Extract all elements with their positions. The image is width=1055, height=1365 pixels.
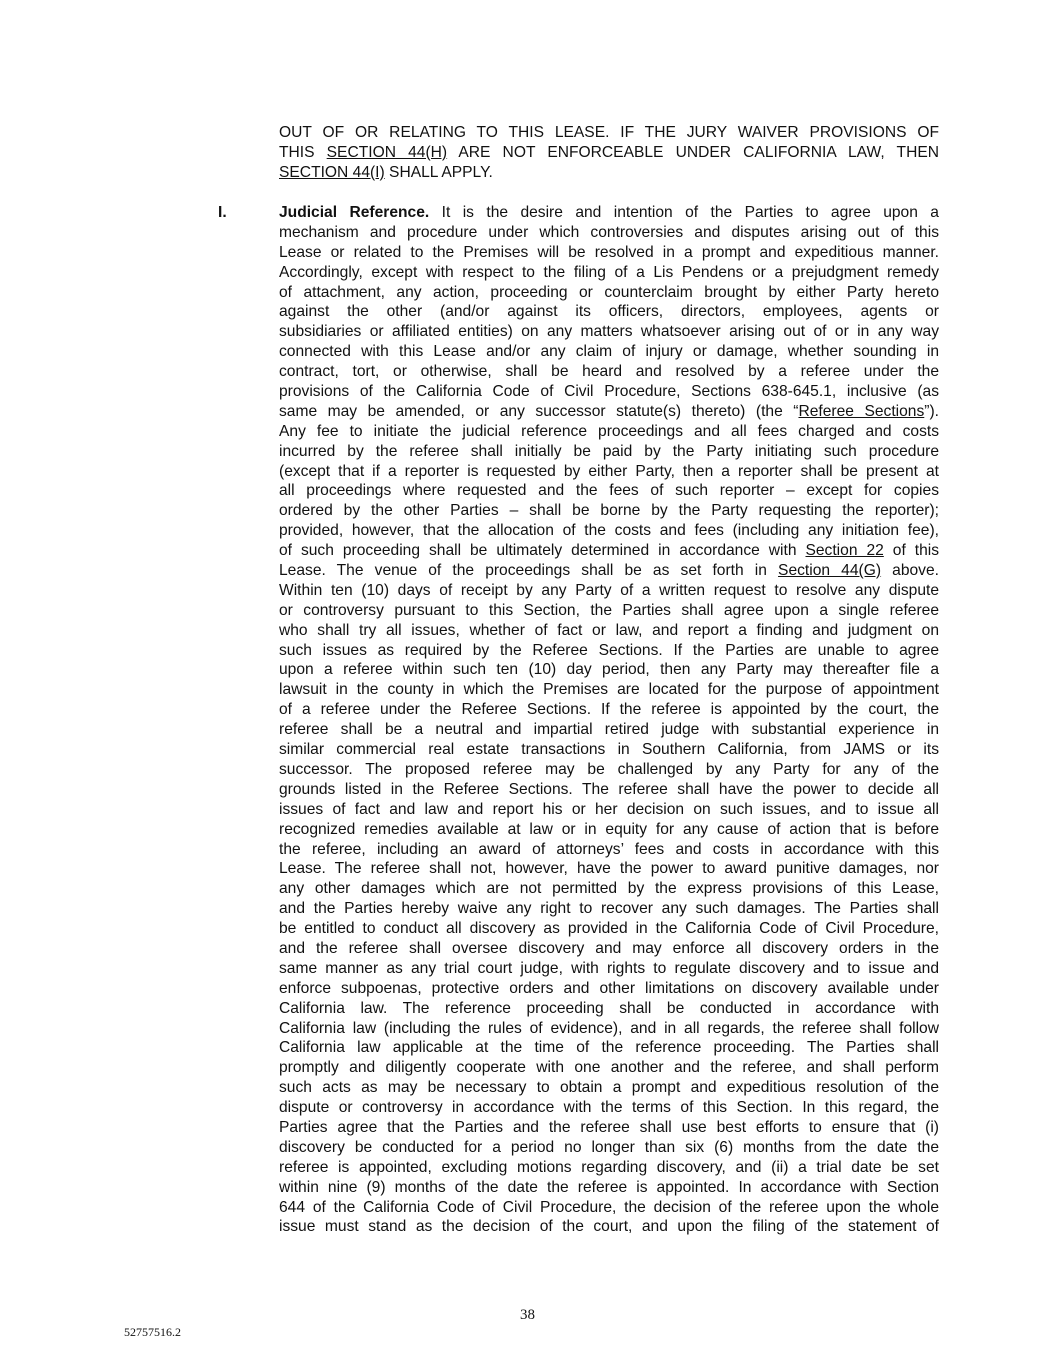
- text-line: lawsuit in the county in which the Premises are located for the purpose of appointment: [279, 681, 939, 699]
- text-line: Lease. The referee shall not, however, have the power to award punitive damages, nor: [279, 860, 939, 878]
- text-line: provisions of the California Code of Civil Procedure, Sections 638-645.1, inclusive (as: [279, 383, 939, 401]
- text-line: referee shall be a neutral and impartial retired judge with substantial experience in: [279, 721, 939, 739]
- text-line: all proceedings where requested and the fees of such reporter – except for copies: [279, 482, 939, 500]
- text-line: California law applicable at the time of the reference proceeding. The Parties shall: [279, 1039, 939, 1057]
- text-line: promptly and diligently cooperate with one another and the referee, and shall perform: [279, 1059, 939, 1077]
- text-line: provided, however, that the allocation of the costs and fees (including any initiation fee),: [279, 522, 939, 540]
- text-line: within nine (9) months of the date the referee is appointed. In accordance with Section: [279, 1178, 939, 1196]
- text-line: of a referee under the Referee Sections. If the referee is appointed by the court, the: [279, 701, 939, 719]
- text-run: Lease. The venue of the proceedings shall be as set forth in: [279, 562, 779, 580]
- text-line: such acts as may be necessary to obtain a prompt and expeditious resolution of the: [279, 1079, 939, 1097]
- text-run: same may be amended, or any successor statute(s) thereto) (the “: [279, 402, 799, 420]
- text-run: SHALL APPLY.: [384, 163, 493, 181]
- text-line: any other damages which are not permitted by the express provisions of this Lease,: [279, 880, 939, 898]
- judicial-reference-paragraph: [279, 203, 939, 1237]
- referee-sections-term: Referee Sections: [798, 402, 925, 420]
- text-line: Lease or related to the Premises will be resolved in a prompt and expeditious manner.: [279, 243, 939, 261]
- text-run: of such proceeding shall be ultimately determined in accordance with: [279, 542, 806, 560]
- section-44h-reference: SECTION 44(H): [326, 143, 448, 161]
- text-line: referee is appointed, excluding motions regarding discovery, and (ii) a trial date be set: [279, 1158, 939, 1176]
- text-line: grounds listed in the Referee Sections. The referee shall have the power to decide all: [279, 780, 939, 798]
- text-run: ”).: [924, 402, 939, 420]
- text-run: above.: [881, 562, 939, 580]
- text-line: 644 of the California Code of Civil Procedure, the decision of the referee upon the whole: [279, 1198, 939, 1216]
- text-line: and the Parties hereby waive any right to recover any such damages. The Parties shall: [279, 900, 939, 918]
- text-line: mechanism and procedure under which controversies and disputes arising out of this: [279, 223, 939, 241]
- text-line: same manner as any trial court judge, with rights to regulate discovery and to issue and: [279, 959, 939, 977]
- text-line: ordered by the other Parties – shall be borne by the Party requesting the reporter);: [279, 502, 939, 520]
- text-run: THIS: [279, 143, 327, 161]
- text-line: [279, 163, 939, 183]
- text-line: successor. The proposed referee may be challenged by any Party for any of the: [279, 760, 939, 778]
- text-line: Parties agree that the Parties and the referee shall use best efforts to ensure that (i): [279, 1118, 939, 1136]
- text-line: such issues as required by the Referee Sections. If the Parties are unable to agree: [279, 641, 939, 659]
- text-line: (except that if a reporter is requested by either Party, then a reporter shall be present at: [279, 462, 939, 480]
- text-run: ARE NOT ENFORCEABLE UNDER CALIFORNIA LAW, THEN: [447, 143, 939, 161]
- text-line: contract, tort, or otherwise, shall be heard and resolved by a referee under the: [279, 363, 939, 381]
- text-line: Any fee to initiate the judicial reference proceedings and all fees charged and costs: [279, 422, 939, 440]
- text-line: against the other (and/or against its officers, directors, employees, agents or: [279, 303, 939, 321]
- text-line: Within ten (10) days of receipt by any Party of a written request to resolve any dispute: [279, 581, 939, 599]
- text-line: issues of fact and law and report his or her decision on such issues, and to issue all: [279, 800, 939, 818]
- text-line: Accordingly, except with respect to the filing of a Lis Pendens or a prejudgment remedy: [279, 263, 939, 281]
- section-letter: I.: [218, 204, 227, 221]
- text-line: [279, 143, 939, 163]
- text-line: [279, 203, 939, 223]
- text-line: California law. The reference proceeding shall be conducted in accordance with: [279, 999, 939, 1017]
- document-id: 52757516.2: [124, 1325, 181, 1339]
- text-line: [279, 561, 939, 581]
- continuation-paragraph: [279, 123, 939, 183]
- text-line: California law (including the rules of evidence), and in all regards, the referee shall follow: [279, 1019, 939, 1037]
- text-line: subsidiaries or affiliated entities) on any matters whatsoever arising out of or in any way: [279, 323, 939, 341]
- text-line: issue must stand as the decision of the court, and upon the filing of the statement of: [279, 1218, 939, 1236]
- text-line: OUT OF OR RELATING TO THIS LEASE. IF THE JURY WAIVER PROVISIONS OF: [279, 124, 939, 141]
- text-line: upon a referee within such ten (10) day period, then any Party may thereafter file a: [279, 661, 939, 679]
- text-run: It is the desire and intention of the Parties to agree upon a: [429, 204, 939, 221]
- section-44i-reference: SECTION 44(I): [279, 163, 385, 181]
- text-line: incurred by the referee shall initially be paid by the Party initiating such procedure: [279, 442, 939, 460]
- text-line: dispute or controversy in accordance with the terms of this Section. In this regard, the: [279, 1099, 939, 1117]
- section-heading: Judicial Reference.: [279, 204, 430, 221]
- text-run: of this: [883, 542, 940, 560]
- text-line: be entitled to conduct all discovery as provided in the California Code of Civil Procedure,: [279, 920, 939, 938]
- text-line: of attachment, any action, proceeding or counterclaim brought by either Party hereto: [279, 283, 939, 301]
- text-line: and the referee shall oversee discovery and may enforce all discovery orders in the: [279, 939, 939, 957]
- text-line: [279, 402, 939, 422]
- text-line: similar commercial real estate transactions in Southern California, from JAMS or its: [279, 741, 939, 759]
- text-line: recognized remedies available at law or in equity for any cause of action that is before: [279, 820, 939, 838]
- section-22-reference: Section 22: [805, 542, 884, 560]
- text-line: connected with this Lease and/or any claim of injury or damage, whether sounding in: [279, 343, 939, 361]
- text-line: enforce subpoenas, protective orders and other limitations on discovery available under: [279, 979, 939, 997]
- page-number: 38: [520, 1307, 535, 1323]
- text-line: the referee, including an award of attorneys’ fees and costs in accordance with this: [279, 840, 939, 858]
- section-44g-reference: Section 44(G): [778, 562, 882, 580]
- text-line: [279, 541, 939, 561]
- text-line: or controversy pursuant to this Section, the Parties shall agree upon a single referee: [279, 601, 939, 619]
- text-line: who shall try all issues, whether of fact or law, and report a finding and judgment on: [279, 621, 939, 639]
- text-line: discovery be conducted for a period no longer than six (6) months from the date the: [279, 1138, 939, 1156]
